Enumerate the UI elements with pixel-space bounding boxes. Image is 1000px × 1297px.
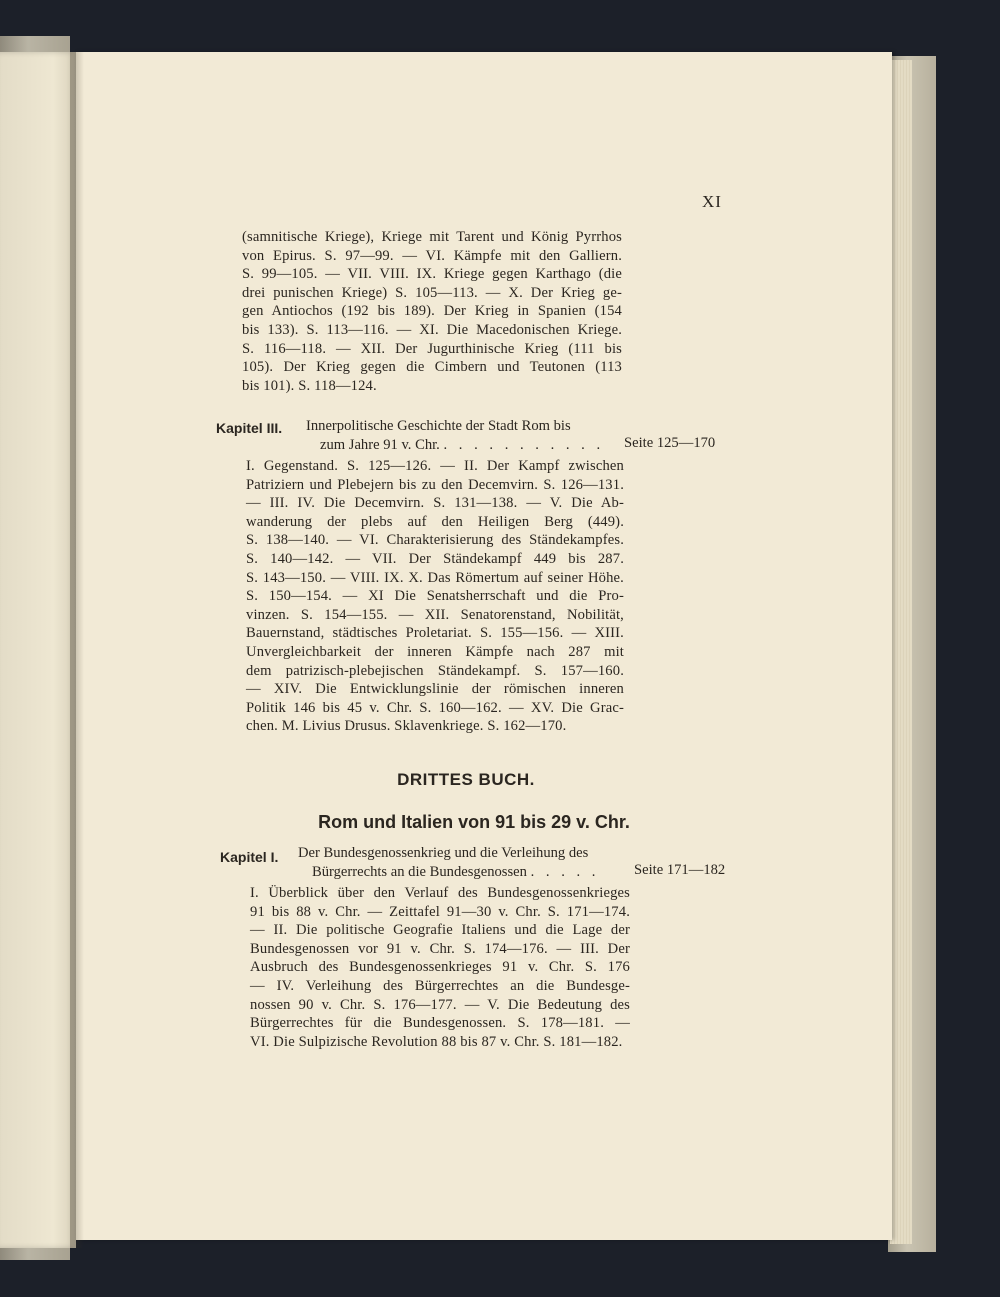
kapitel-iii-line: S. 140—142. — VII. Der Ständekampf 449 bis 287.: [246, 550, 624, 567]
kapitel-i-line: VI. Die Sulpizische Revolution 88 bis 87 v. Chr. S. 181—182.: [250, 1033, 623, 1050]
left-page-edge: [0, 52, 76, 1248]
kapitel-iii-title-line1: Innerpolitische Geschichte der Stadt Rom bis: [306, 418, 571, 434]
kapitel-i-line: — II. Die politische Geografie Italiens und die Lage der: [250, 922, 630, 939]
page-stack-edge: [890, 60, 912, 1244]
kapitel-i-line: nossen 90 v. Chr. S. 176—177. — V. Die Bedeutung des: [250, 996, 630, 1013]
intro-line: S. 99—105. — VII. VIII. IX. Kriege gegen Karthago (die: [242, 266, 622, 283]
intro-line: bis 101). S. 118—124.: [242, 377, 377, 394]
kapitel-iii-line: Unvergleichbarkeit der inneren Kämpfe nach 287 mit: [246, 643, 624, 660]
intro-paragraph: [242, 228, 622, 395]
intro-line: (samnitische Kriege), Kriege mit Tarent und König Pyrrhos: [242, 229, 622, 245]
spine-shadow: [70, 52, 84, 1248]
kapitel-i-line: I. Überblick über den Verlauf des Bundesgenossenkrieges: [250, 885, 630, 901]
section-heading: Rom und Italien von 91 bis 29 v. Chr.: [318, 812, 630, 832]
kapitel-iii-line: Politik 146 bis 45 v. Chr. S. 160—162. — XV. Die Grac-: [246, 699, 624, 716]
kapitel-iii-title-line2: [306, 436, 604, 455]
kapitel-iii-line: S. 138—140. — VI. Charakterisierung des Ständekampfes.: [246, 532, 624, 549]
kapitel-iii-line: S. 150—154. — XI Die Senatsherrschaft und die Pro-: [246, 588, 624, 605]
intro-line: drei punischen Kriege) S. 105—113. — X. Der Krieg ge-: [242, 284, 622, 301]
kapitel-iii-line: Patriziern und Plebejern bis zu den Decemvirn. S. 126—131.: [246, 476, 624, 493]
kapitel-iii-line: — XIV. Die Entwicklungslinie der römischen inneren: [246, 681, 624, 698]
kapitel-i-leader-dots: . . . . .: [530, 863, 600, 880]
book-heading: DRITTES BUCH.: [397, 770, 535, 789]
page-number: XI: [702, 192, 722, 211]
intro-line: von Epirus. S. 97—99. — VI. Kämpfe mit den Galliern.: [242, 247, 622, 264]
intro-line: bis 133). S. 113—116. — XI. Die Macedonischen Kriege.: [242, 321, 622, 338]
kapitel-i-title-text: Bürgerrechts an die Bundesgenossen: [312, 863, 527, 880]
kapitel-iii-line: dem patrizisch-plebejischen Ständekampf. S. 157—160.: [246, 662, 624, 679]
intro-line: S. 116—118. — XII. Der Jugurthinische Krieg (111 bis: [242, 340, 622, 357]
kapitel-i-line: Ausbruch des Bundesgenossenkrieges 91 v. Chr. S. 176: [250, 959, 630, 976]
kapitel-i-line: Bundesgenossen vor 91 v. Chr. S. 174—176. — III. Der: [250, 940, 630, 957]
kapitel-i-title: [298, 844, 599, 881]
kapitel-i-contents: [250, 884, 630, 1051]
kapitel-iii-line: vinzen. S. 154—155. — XII. Senatorenstand, Nobilität,: [246, 606, 624, 623]
kapitel-iii-line: wanderung der plebs auf den Heiligen Berg (449).: [246, 513, 624, 530]
kapitel-iii-title-text: zum Jahre 91 v. Chr.: [320, 436, 440, 453]
kapitel-iii-leader-dots: . . . . . . . . . . .: [443, 436, 605, 453]
kapitel-i-pages: Seite 171—182: [634, 862, 726, 878]
kapitel-iii-line: I. Gegenstand. S. 125—126. — II. Der Kampf zwischen: [246, 458, 624, 474]
intro-line: 105). Der Krieg gegen die Cimbern und Teutonen (113: [242, 359, 622, 376]
kapitel-i-line: — IV. Verleihung des Bürgerrechtes an die Bundesge-: [250, 977, 630, 994]
kapitel-i-line: 91 bis 88 v. Chr. — Zeittafel 91—30 v. Chr. S. 171—174.: [250, 903, 630, 920]
kapitel-iii-label: Kapitel III.: [216, 420, 283, 436]
kapitel-iii-pages: Seite 125—170: [624, 435, 716, 451]
kapitel-i-title-line2: [298, 863, 599, 882]
kapitel-i-title-line1: Der Bundesgenossenkrieg und die Verleihung des: [298, 845, 589, 861]
kapitel-i-label: Kapitel I.: [220, 849, 279, 865]
kapitel-iii-line: chen. M. Livius Drusus. Sklavenkriege. S. 162—170.: [246, 718, 567, 735]
kapitel-iii-line: — III. IV. Die Decemvirn. S. 131—138. — V. Die Ab-: [246, 495, 624, 512]
kapitel-iii-line: Bauernstand, städtisches Proletariat. S. 155—156. — XIII.: [246, 625, 624, 642]
kapitel-iii-line: S. 143—150. — VIII. IX. X. Das Römertum auf seiner Höhe.: [246, 569, 624, 586]
book-page: [76, 52, 892, 1240]
kapitel-iii-title: [306, 417, 604, 454]
intro-line: gen Antiochos (192 bis 189). Der Krieg in Spanien (154: [242, 303, 622, 320]
kapitel-iii-contents: [246, 457, 624, 736]
kapitel-i-line: Bürgerrechtes für die Bundesgenossen. S. 178—181. —: [250, 1015, 630, 1032]
